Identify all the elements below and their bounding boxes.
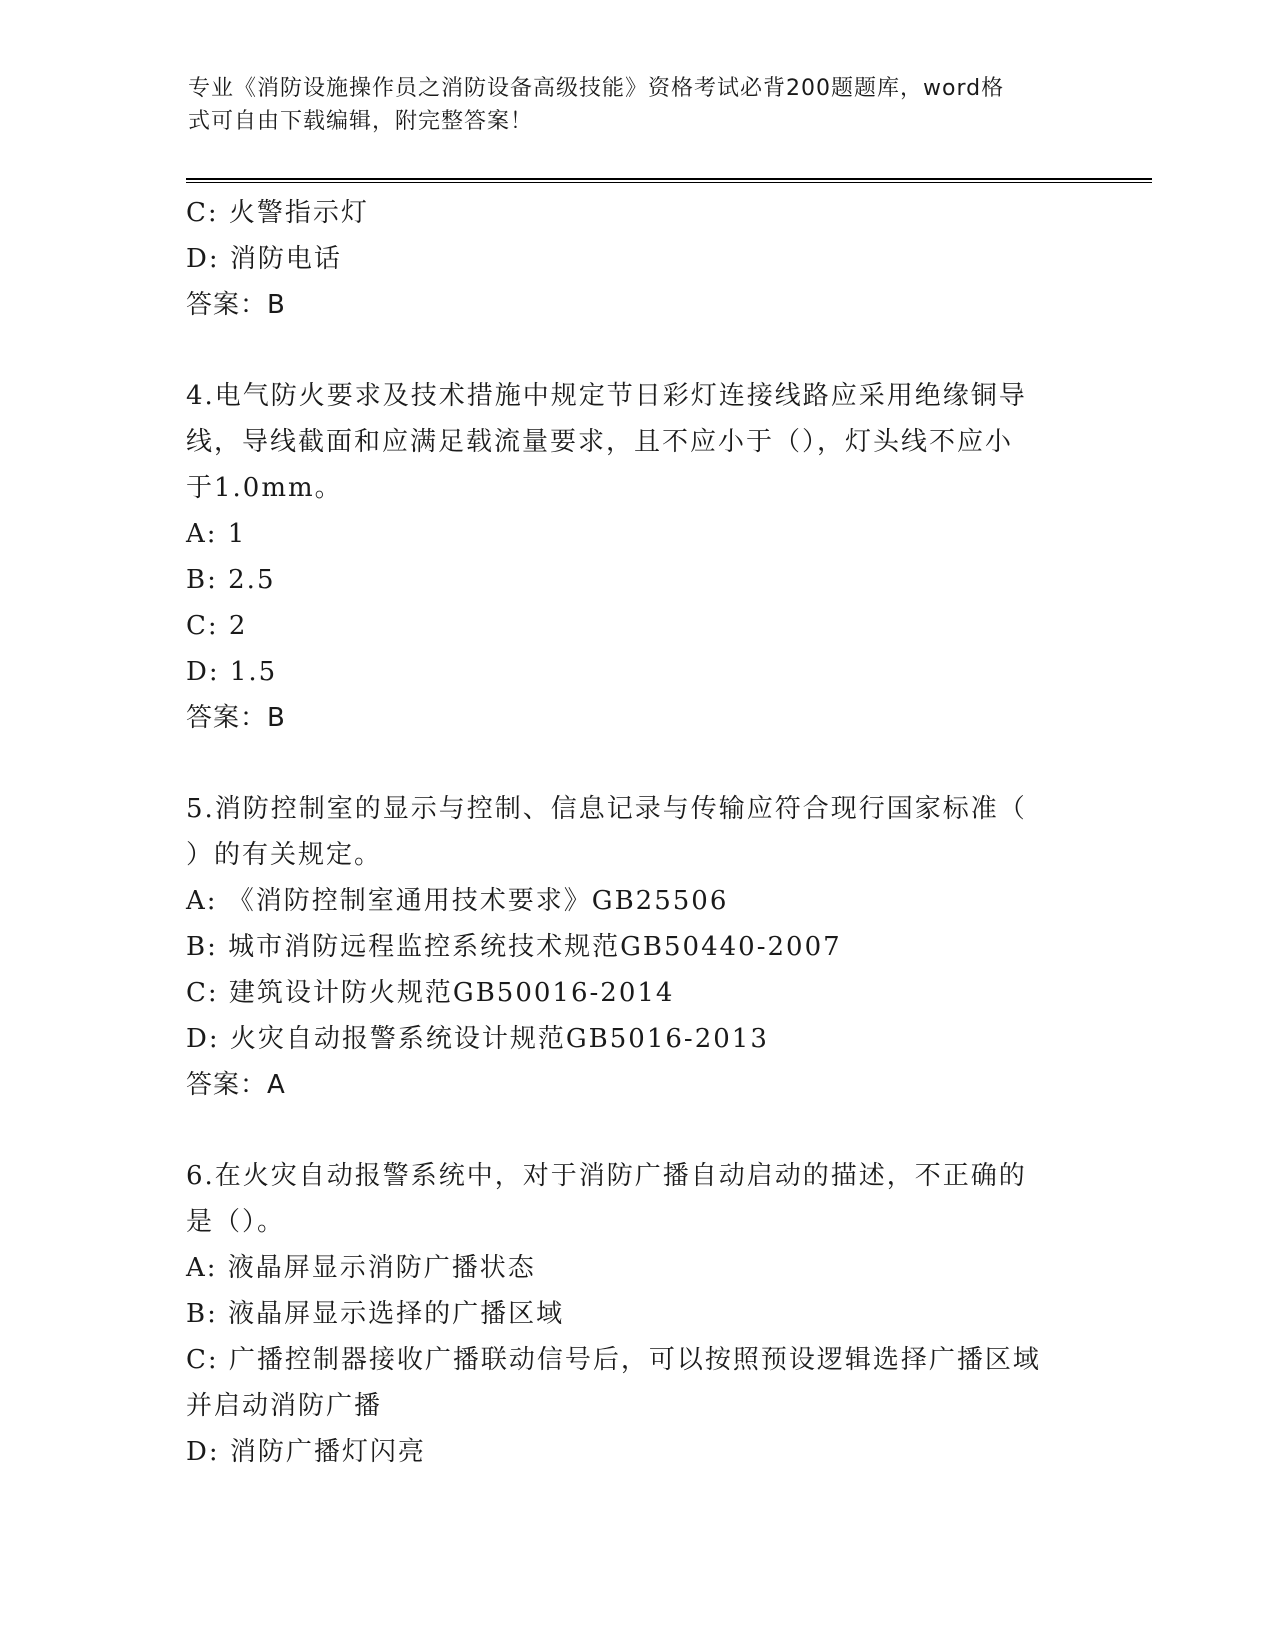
header-title-line-1: 专业《消防设施操作员之消防设备高级技能》资格考试必背200题题库，word格 [188,76,1005,101]
q6-option-c-line-2: 并启动消防广播 [186,1391,383,1421]
q4-option-b: B: 2.5 [186,565,276,595]
q3-option-d: D: 消防电话 [186,244,342,274]
q6-stem-line-2: 是（）。 [186,1207,286,1237]
q5-option-a: A: 《消防控制室通用技术要求》GB25506 [186,886,729,916]
q4-option-d: D: 1.5 [186,657,278,687]
q4-stem-line-2: 线，导线截面和应满足载流量要求，且不应小于（），灯头线不应小 [186,427,1014,457]
spacer [186,328,1086,373]
spacer [186,741,1086,786]
question-6 [186,1153,1086,1475]
q4-answer: 答案：B [186,703,286,733]
q3-answer: 答案：B [186,290,286,320]
spacer [186,1108,1086,1153]
q5-stem-line-1: 5.消防控制室的显示与控制、信息记录与传输应符合现行国家标准（ [186,794,1027,824]
q4-option-a: A: 1 [186,519,247,549]
q5-option-d: D: 火灾自动报警系统设计规范GB5016-2013 [186,1024,769,1054]
question-5 [186,786,1086,1108]
document-header [188,72,1068,138]
document-body [186,190,1086,1475]
q6-option-d: D: 消防广播灯闪亮 [186,1437,426,1467]
q6-option-a: A: 液晶屏显示消防广播状态 [186,1253,536,1283]
q6-option-b: B: 液晶屏显示选择的广播区域 [186,1299,565,1329]
header-divider [186,178,1152,183]
q4-stem-line-3: 于1.0mm。 [186,473,343,503]
question-3-tail [186,190,1086,328]
q5-option-c: C: 建筑设计防火规范GB50016-2014 [186,978,675,1008]
q5-stem-line-2: ）的有关规定。 [186,840,383,870]
header-title-line-2: 式可自由下载编辑，附完整答案！ [188,109,534,134]
q6-stem-line-1: 6.在火灾自动报警系统中，对于消防广播自动启动的描述，不正确的 [186,1161,1027,1191]
q6-option-c-line-1: C: 广播控制器接收广播联动信号后，可以按照预设逻辑选择广播区域 [186,1345,1041,1375]
q5-answer: 答案：A [186,1070,286,1100]
q4-option-c: C: 2 [186,611,248,641]
q4-stem-line-1: 4.电气防火要求及技术措施中规定节日彩灯连接线路应采用绝缘铜导 [186,381,1027,411]
q3-option-c: C: 火警指示灯 [186,198,369,228]
q5-option-b: B: 城市消防远程监控系统技术规范GB50440-2007 [186,932,842,962]
question-4 [186,373,1086,741]
